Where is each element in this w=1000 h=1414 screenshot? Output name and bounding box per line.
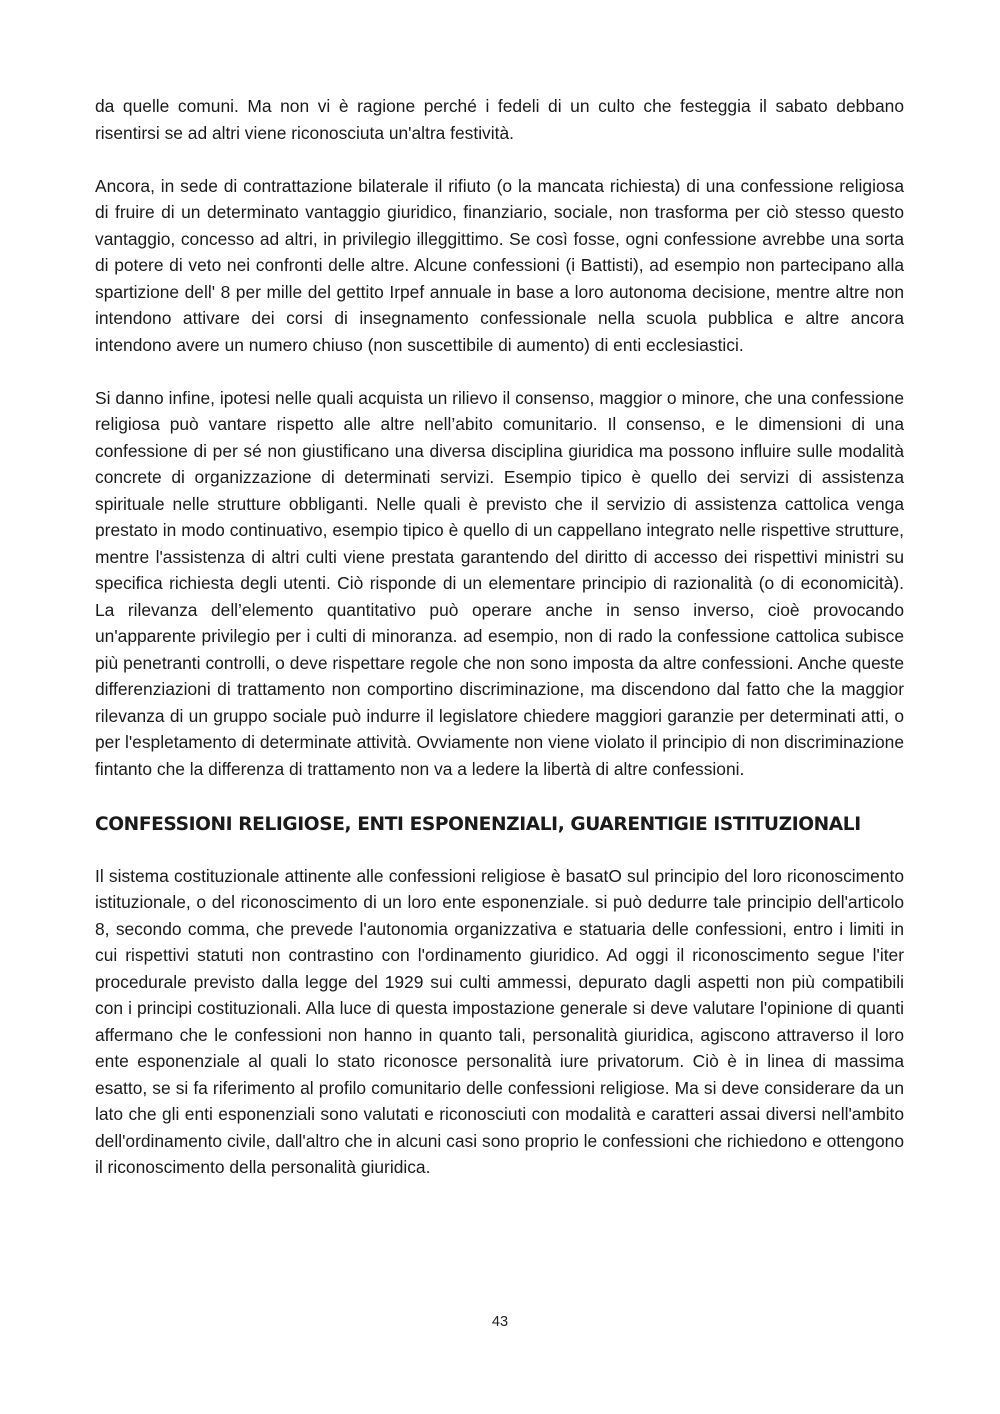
section-heading: CONFESSIONI RELIGIOSE, ENTI ESPONENZIALI, GUARENTIGIE ISTITUZIONALI xyxy=(95,813,861,835)
paragraph-contrattazione-bilaterale: Ancora, in sede di contrattazione bilaterale il rifiuto (o la mancata richiesta) di una confessione religiosa di fruire di un determinato vantaggio giuridico, finanziario, sociale, non trasforma per ciò stesso questo vantaggio, concesso ad altri, in privilegio illeggittimo. Se così fosse, ogni confessione avrebbe una sorta di potere di veto nei confronti delle altre. Alcune confessioni (i Battisti), ad esempio non partecipano alla spartizione dell' 8 per mille del gettito Irpef annuale in base a loro autonoma decisione, mentre altre non intendono attivare dei corsi di insegnamento confessionale nella scuola pubblica e altre ancora intendono avere un numero chiuso (non suscettibile di aumento) di enti ecclesiastici. xyxy=(95,175,904,355)
document-page-body xyxy=(95,93,904,1207)
paragraph-consenso-confessioni: Si danno infine, ipotesi nelle quali acquista un rilievo il consenso, maggior o minore, che una confessione religiosa può vantare rispetto alle altre nell’abito comunitario. Il consenso, e le dimensioni di una confessione di per sé non giustificano una diversa disciplina giuridica ma possono influire sulle modalità concrete di organizzazione di determinati servizi. Esempio tipico è quello dei servizi di assistenza spirituale nelle strutture obbliganti. Nelle quali è previsto che il servizio di assistenza cattolica venga prestato in modo continuativo, esempio tipico è quello di un cappellano integrato nelle rispettive strutture, mentre l'assistenza di altri culti viene prestata garantendo del diritto di accesso dei rispettivi ministri su specifica richiesta degli utenti. Ciò risponde di un elementare principio di razionalità (o di economicità). La rilevanza dell’elemento quantitativo può operare anche in senso inverso, cioè provocando un'apparente privilegio per i culti di minoranza. ad esempio, non di rado la confessione cattolica subisce più penetranti controlli, o deve rispettare regole che non sono imposta da altre confessioni. Anche queste differenziazioni di trattamento non comportino discriminazione, ma discendono dal fatto che la maggior rilevanza di un gruppo sociale può indurre il legislatore chiedere maggiori garanzie per determinati atti, o per l'espletamento di determinate attività. Ovviamente non viene violato il principio di non discriminazione fintanto che la differenza di trattamento non va a ledere la libertà di altre confessioni. xyxy=(95,387,904,779)
paragraph-sistema-costituzionale: Il sistema costituzionale attinente alle confessioni religiose è basatO sul principio del loro riconoscimento istituzionale, o del riconoscimento di un loro ente esponenziale. si può dedurre tale principio dell'articolo 8, secondo comma, che prevede l'autonomia organizzativa e statuaria delle confessioni, entro i limiti in cui rispettivi statuti non contrastino con l'ordinamento giuridico. Ad oggi il riconoscimento segue l'iter procedurale previsto dalla legge del 1929 sui culti ammessi, depurato dagli aspetti non più compatibili con i principi costituzionali. Alla luce di questa impostazione generale si deve valutare l'opinione di quanti affermano che le confessioni non hanno in quanto tali, personalità giuridica, agiscono attraverso il loro ente esponenziale al quali lo stato riconosce personalità iure privatorum. Ciò è in linea di massima esatto, se si fa riferimento al profilo comunitario delle confessioni religiose. Ma si deve considerare da un lato che gli enti esponenziali sono valutati e riconosciuti con modalità e caratteri assai diversi nell'ambito dell'ordinamento civile, dall'altro che in alcuni casi sono proprio le confessioni che richiedono e ottengono il riconoscimento della personalità giuridica. xyxy=(95,865,904,1177)
page-number: 43 xyxy=(491,1314,509,1330)
paragraph-festivita: da quelle comuni. Ma non vi è ragione perché i fedeli di un culto che festeggia il sabato debbano risentirsi se ad altri viene riconosciuta un'altra festività. xyxy=(95,96,904,143)
